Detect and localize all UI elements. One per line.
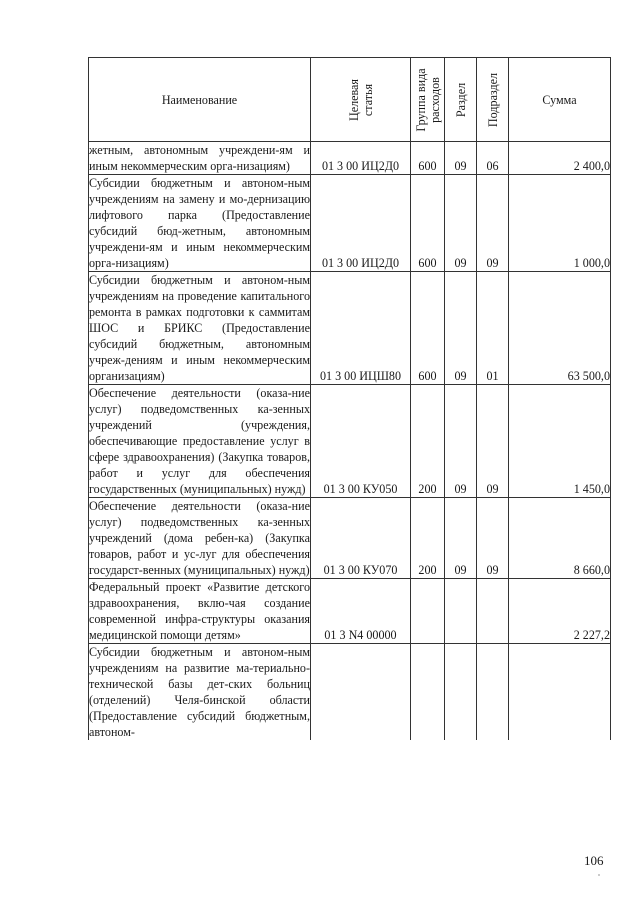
row-description: жетным, автономным учреждени-ям и иным некоммерческим орга-низациям) bbox=[89, 143, 310, 173]
row-sum: 2 400,0 bbox=[509, 142, 611, 175]
row-subsection: 09 bbox=[477, 175, 509, 272]
header-sum: Сумма bbox=[509, 58, 611, 142]
budget-table bbox=[88, 57, 611, 740]
row-target-article: 01 3 N4 00000 bbox=[311, 579, 411, 644]
header-subsection-label: Подраздел bbox=[485, 72, 500, 127]
row-description: Федеральный проект «Развитие детского здравоохранения, вклю-чая создание современной инфра-структуры оказания медицинской помощи детям» bbox=[89, 580, 310, 642]
table-row bbox=[89, 175, 611, 272]
row-subsection bbox=[477, 579, 509, 644]
row-sum: 1 000,0 bbox=[509, 175, 611, 272]
table-header-row bbox=[89, 58, 611, 142]
row-target-article: 01 3 00 ИЦ2Д0 bbox=[311, 142, 411, 175]
header-target-article-label: Целевая статья bbox=[346, 78, 375, 121]
row-expense-group bbox=[411, 579, 445, 644]
table-row bbox=[89, 272, 611, 385]
table-row bbox=[89, 579, 611, 644]
row-subsection: 09 bbox=[477, 498, 509, 579]
row-target-article: 01 3 00 ИЦ2Д0 bbox=[311, 175, 411, 272]
row-subsection bbox=[477, 644, 509, 741]
row-target-article: 01 3 00 КУ070 bbox=[311, 498, 411, 579]
row-sum: 63 500,0 bbox=[509, 272, 611, 385]
row-sum bbox=[509, 644, 611, 741]
row-section: 09 bbox=[445, 272, 477, 385]
row-description: Субсидии бюджетным и автоном-ным учреждениям на замену и мо-дернизацию лифтового парка (Предоставление субсидий бюд-жетным, автономным учреждени-ям и иным некоммерческим орга-низациям) bbox=[89, 176, 310, 270]
row-description: Субсидии бюджетным и автоном-ным учреждениям на развитие ма-териально-технической базы дет-ских больниц (отделений) Челя-бинской области (Предоставление субсидий бюджетным, автоном- bbox=[89, 645, 310, 739]
header-target-article bbox=[311, 58, 411, 142]
row-expense-group: 600 bbox=[411, 272, 445, 385]
row-description: Субсидии бюджетным и автоном-ным учреждениям на проведение капитального ремонта в рамках подготовки к саммитам ШОС и БРИКС (Предоставление субсидий бюджетным, автономным учреж-дениям и иным некоммерческим организациям) bbox=[89, 273, 310, 383]
row-sum: 2 227,2 bbox=[509, 579, 611, 644]
header-expense-group bbox=[411, 58, 445, 142]
row-expense-group: 200 bbox=[411, 498, 445, 579]
table-row bbox=[89, 498, 611, 579]
table-row bbox=[89, 142, 611, 175]
header-section bbox=[445, 58, 477, 142]
scan-artifact-dot bbox=[598, 874, 600, 876]
row-section: 09 bbox=[445, 498, 477, 579]
row-target-article: 01 3 00 ИЦШ80 bbox=[311, 272, 411, 385]
row-subsection: 09 bbox=[477, 385, 509, 498]
row-section: 09 bbox=[445, 175, 477, 272]
row-expense-group bbox=[411, 644, 445, 741]
header-expense-group-label: Группа вида расходов bbox=[413, 67, 442, 132]
row-expense-group: 600 bbox=[411, 142, 445, 175]
header-name: Наименование bbox=[89, 58, 311, 142]
row-section bbox=[445, 644, 477, 741]
row-expense-group: 200 bbox=[411, 385, 445, 498]
table-row bbox=[89, 644, 611, 741]
row-section bbox=[445, 579, 477, 644]
row-subsection: 06 bbox=[477, 142, 509, 175]
row-description: Обеспечение деятельности (оказа-ние услуг) подведомственных ка-зенных учреждений (учреждения, обеспечивающие предоставление услуг в сфере здравоохранения) (Закупка товаров, работ и услуг для обеспечения государственных (муниципальных) нужд) bbox=[89, 386, 310, 496]
row-target-article: 01 3 00 КУ050 bbox=[311, 385, 411, 498]
row-section: 09 bbox=[445, 385, 477, 498]
row-description: Обеспечение деятельности (оказа-ние услуг) подведомственных ка-зенных учреждений (дома ребен-ка) (Закупка товаров, работ и ус-луг для обеспечения государст-венных (муниципальных) нужд) bbox=[89, 499, 310, 577]
row-expense-group: 600 bbox=[411, 175, 445, 272]
row-subsection: 01 bbox=[477, 272, 509, 385]
page-number: 106 bbox=[584, 853, 604, 868]
row-section: 09 bbox=[445, 142, 477, 175]
row-sum: 8 660,0 bbox=[509, 498, 611, 579]
row-target-article bbox=[311, 644, 411, 741]
row-sum: 1 450,0 bbox=[509, 385, 611, 498]
header-section-label: Раздел bbox=[453, 82, 468, 117]
header-subsection bbox=[477, 58, 509, 142]
table-row bbox=[89, 385, 611, 498]
